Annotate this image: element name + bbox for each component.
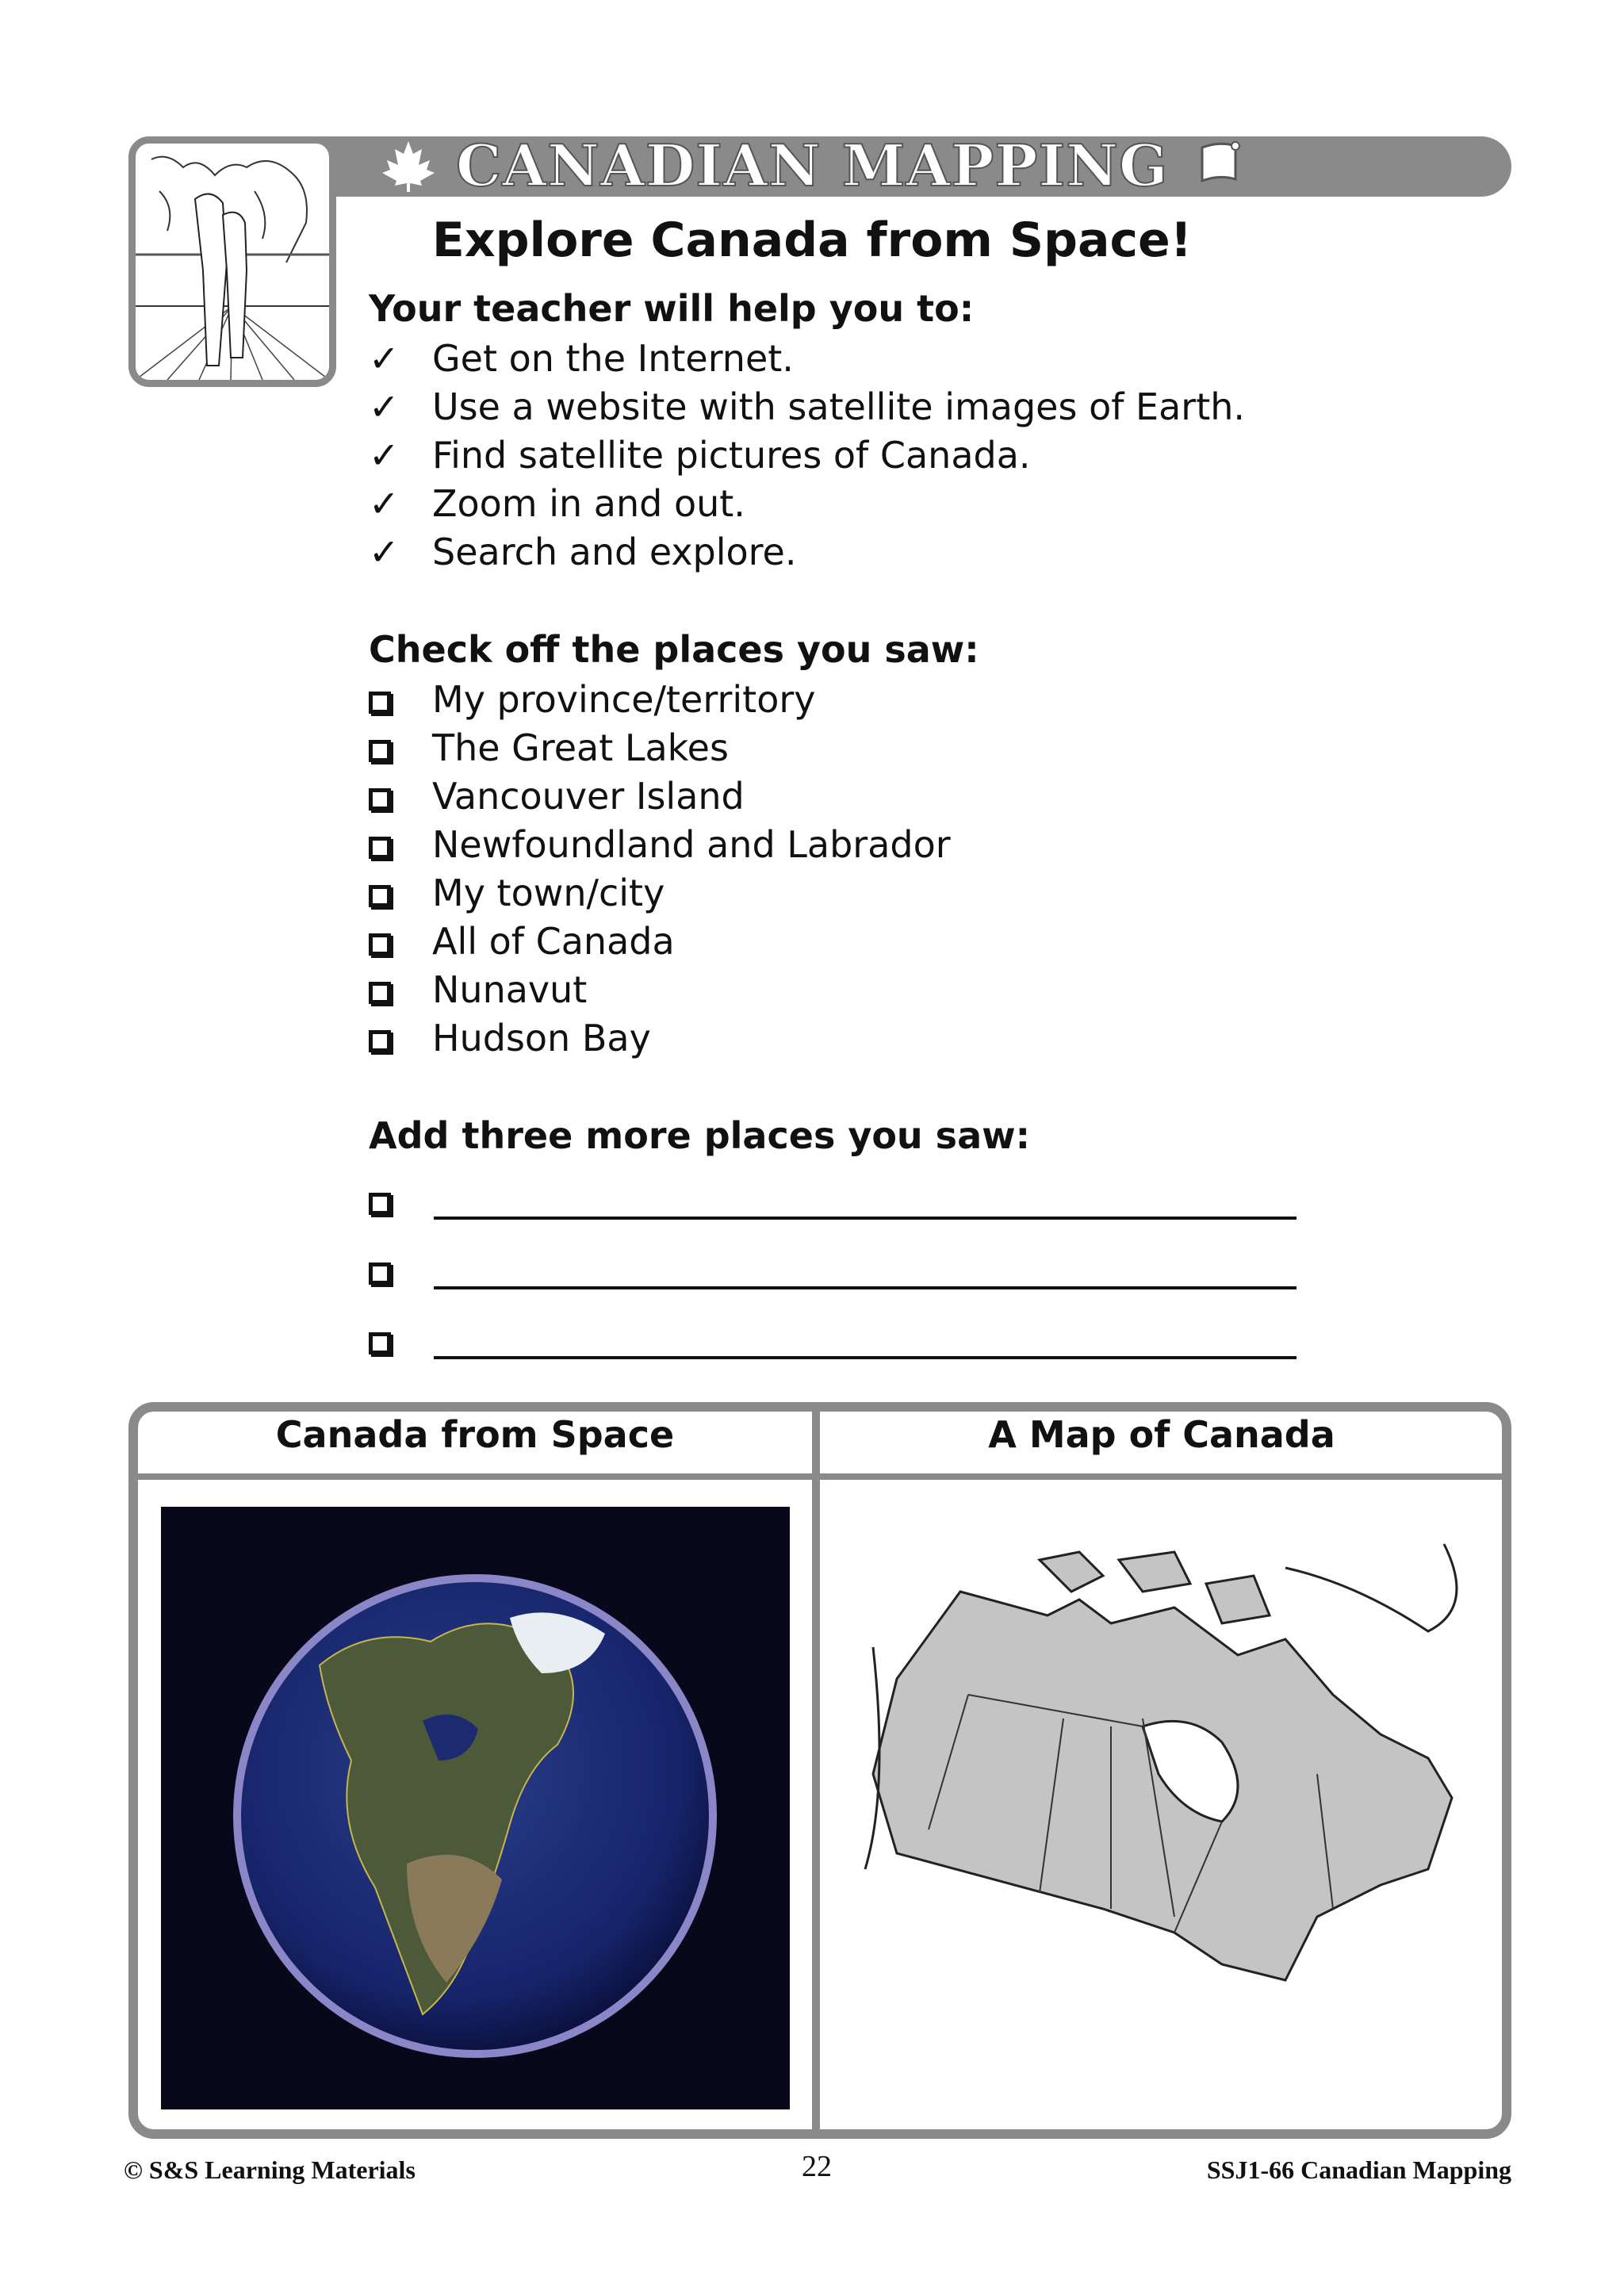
- place-label: All of Canada: [432, 920, 675, 963]
- place-checkbox-item[interactable]: [369, 872, 665, 920]
- place-label: The Great Lakes: [432, 726, 729, 769]
- teacher-item-label: Find satellite pictures of Canada.: [432, 434, 1031, 477]
- write-in-place-2[interactable]: [369, 1253, 1297, 1301]
- teacher-heading: Your teacher will help you to:: [369, 287, 975, 330]
- maple-leaf-icon: [381, 140, 436, 192]
- checkbox[interactable]: [369, 692, 391, 714]
- teacher-item: [369, 434, 1031, 482]
- place-label: My town/city: [432, 872, 665, 914]
- checkbox[interactable]: [369, 982, 391, 1004]
- place-label: Newfoundland and Labrador: [432, 823, 951, 866]
- more-places-heading: Add three more places you saw:: [369, 1114, 1030, 1157]
- check-mark-icon: ✓: [369, 434, 400, 477]
- page-title: Explore Canada from Space!: [431, 213, 1193, 268]
- place-label: My province/territory: [432, 678, 816, 721]
- teacher-item-label: Search and explore.: [432, 531, 797, 573]
- place-label: Hudson Bay: [432, 1017, 651, 1059]
- map-panel-title: A Map of Canada: [988, 1413, 1335, 1456]
- teacher-item-label: Zoom in and out.: [432, 482, 745, 525]
- panel-divider: [812, 1408, 820, 2132]
- check-mark-icon: ✓: [369, 337, 400, 380]
- checkbox[interactable]: [369, 740, 391, 762]
- check-mark-icon: ✓: [369, 385, 400, 428]
- teacher-item-label: Use a website with satellite images of Earth.: [432, 385, 1246, 428]
- header-title: CANADIAN MAPPING: [456, 132, 1169, 199]
- space-panel-title: Canada from Space: [275, 1413, 675, 1456]
- teacher-item: [369, 482, 745, 531]
- place-checkbox-item[interactable]: [369, 678, 815, 726]
- earth-satellite-image: [161, 1507, 790, 2109]
- page-number: 22: [802, 2150, 832, 2183]
- write-in-place-3[interactable]: [369, 1323, 1297, 1370]
- panel-divider: [135, 1473, 1505, 1480]
- check-mark-icon: ✓: [369, 482, 400, 525]
- canada-outline-map: [841, 1536, 1500, 2034]
- place-label: Nunavut: [432, 968, 588, 1011]
- scroll-map-icon: [1196, 140, 1242, 187]
- footer-copyright: © S&S Learning Materials: [124, 2155, 416, 2184]
- place-checkbox-item[interactable]: [369, 775, 745, 823]
- place-checkbox-item[interactable]: [369, 920, 675, 968]
- teacher-item: [369, 337, 794, 385]
- teacher-item: [369, 385, 1245, 434]
- write-in-place-1[interactable]: [369, 1183, 1297, 1231]
- write-line[interactable]: [434, 1217, 1297, 1220]
- write-line[interactable]: [434, 1286, 1297, 1289]
- place-label: Vancouver Island: [432, 775, 745, 818]
- checkbox[interactable]: [369, 1332, 391, 1354]
- place-checkbox-item[interactable]: [369, 823, 951, 872]
- checkbox[interactable]: [369, 1263, 391, 1285]
- teacher-item-label: Get on the Internet.: [432, 337, 794, 380]
- checkbox[interactable]: [369, 885, 391, 907]
- write-line[interactable]: [434, 1356, 1297, 1359]
- check-mark-icon: ✓: [369, 531, 400, 573]
- place-checkbox-item[interactable]: [369, 968, 587, 1017]
- checkbox[interactable]: [369, 933, 391, 956]
- places-heading: Check off the places you saw:: [369, 628, 979, 671]
- place-checkbox-item[interactable]: [369, 726, 729, 775]
- checkbox[interactable]: [369, 1193, 391, 1215]
- checkbox[interactable]: [369, 788, 391, 810]
- place-checkbox-item[interactable]: [369, 1017, 651, 1065]
- checkbox[interactable]: [369, 837, 391, 859]
- checkbox[interactable]: [369, 1030, 391, 1052]
- teacher-item: [369, 531, 796, 579]
- footer-book-title: SSJ1-66 Canadian Mapping: [1206, 2155, 1511, 2184]
